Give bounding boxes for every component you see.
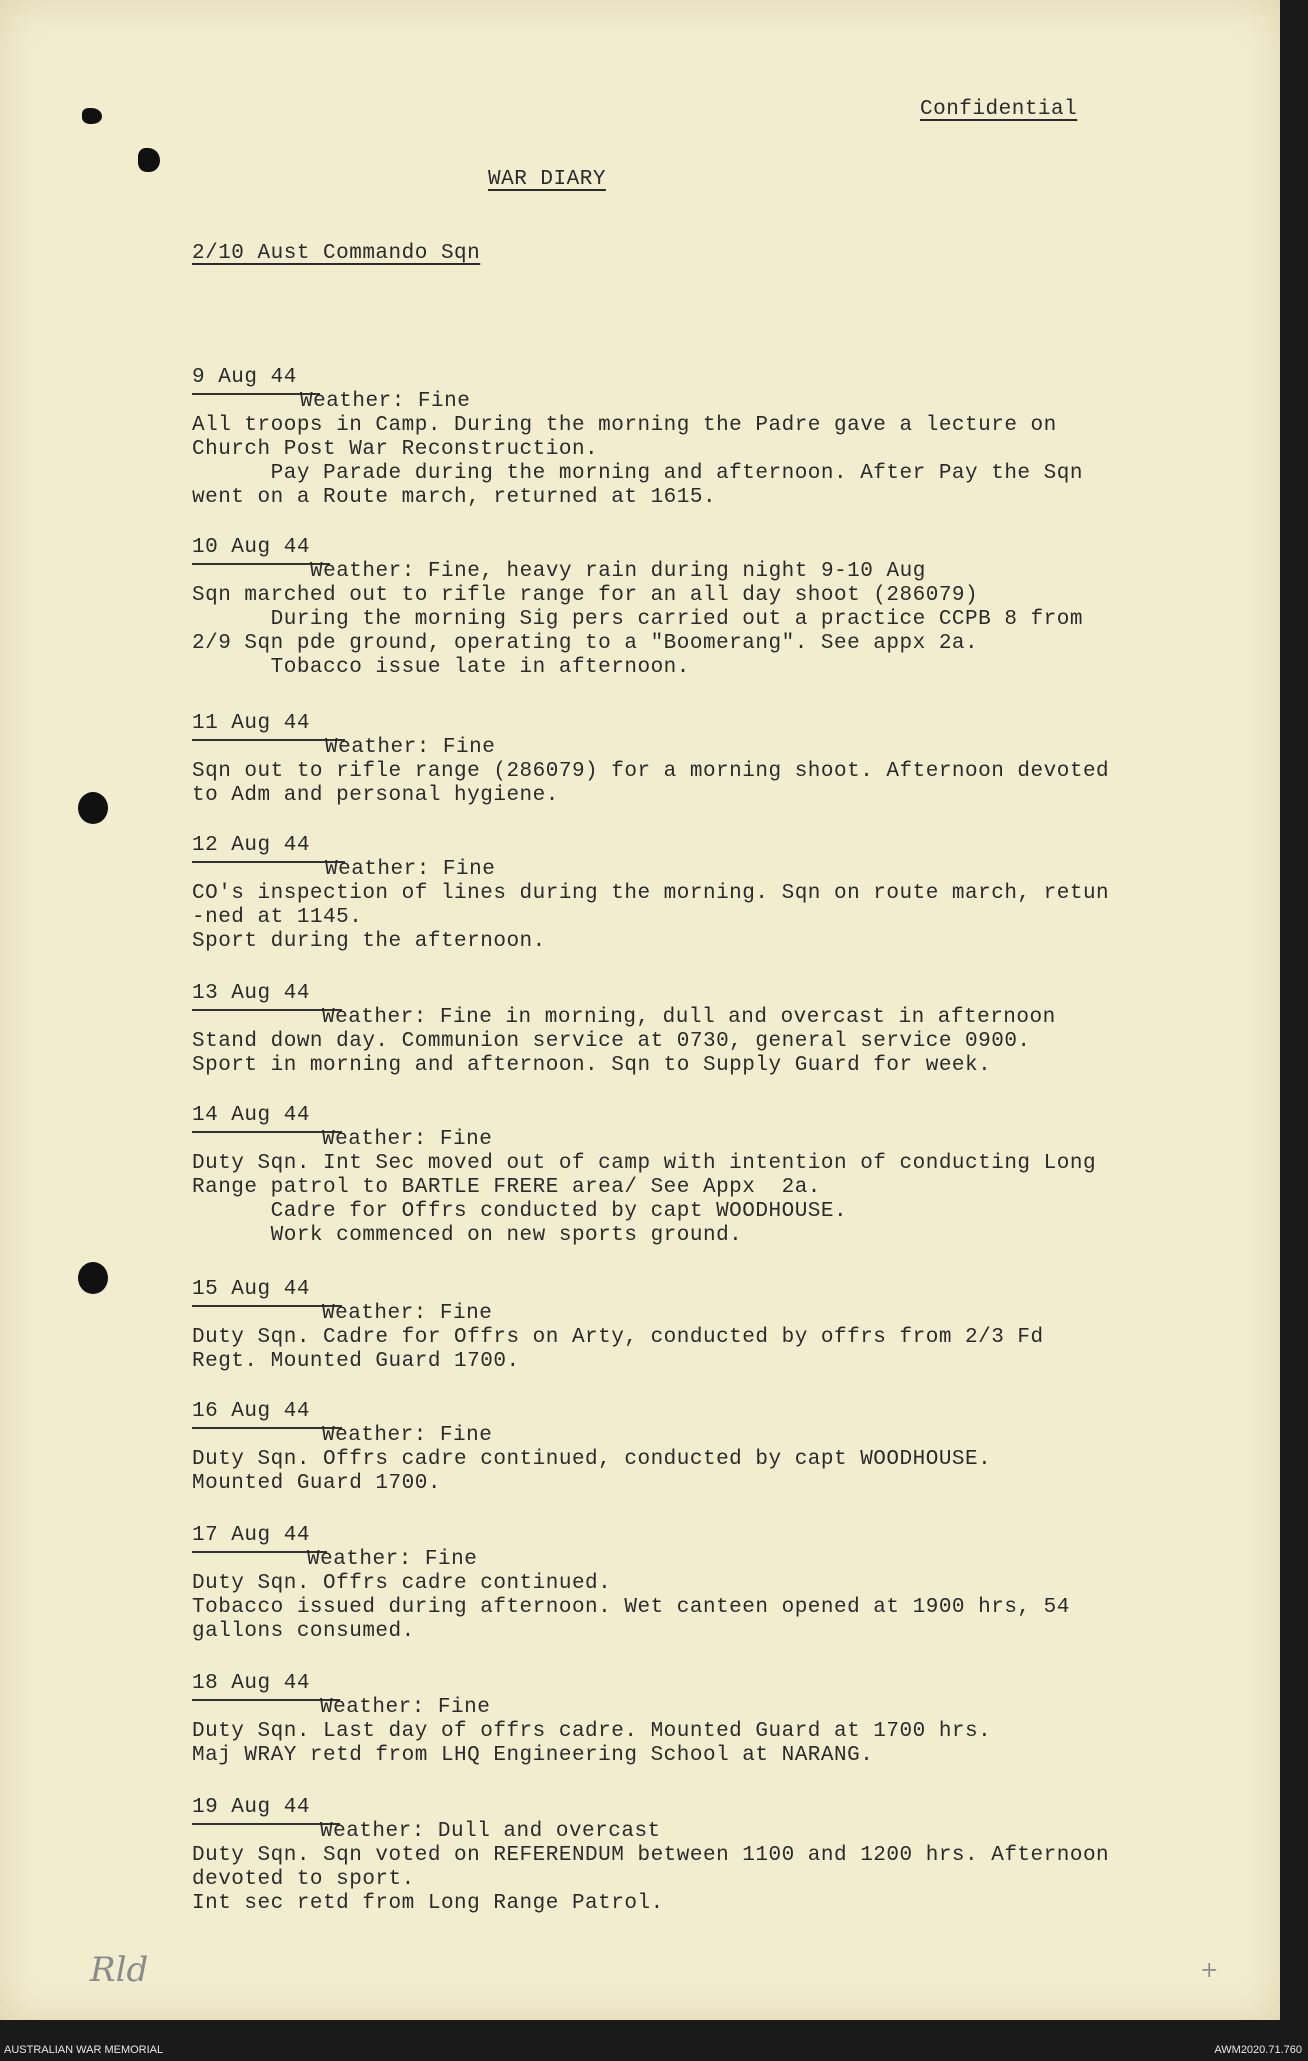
entry-line: CO's inspection of lines during the morning. Sqn on route march, retun	[192, 882, 1110, 905]
entry-line: Duty Sqn. Offrs cadre continued, conducted by capt WOODHOUSE.	[192, 1448, 992, 1471]
entry-line: Sport in morning and afternoon. Sqn to Supply Guard for week.	[192, 1054, 992, 1077]
entry-line: Maj WRAY retd from LHQ Engineering School at NARANG.	[192, 1744, 874, 1767]
entry-line: All troops in Camp. During the morning the Padre gave a lecture on	[192, 414, 1057, 437]
entry-line: Stand down day. Communion service at 0730, general service 0900.	[192, 1030, 1031, 1053]
entry-weather: Weather: Fine	[300, 390, 471, 413]
entry-line: Cadre for Offrs conducted by capt WOODHOUSE.	[192, 1200, 848, 1223]
entry-weather: Weather: Fine	[325, 736, 496, 759]
entry-weather: Weather: Fine	[320, 1696, 491, 1719]
entry-date: 16 Aug 44	[192, 1400, 310, 1423]
pencil-initials: Rld	[90, 1950, 149, 1990]
entry-date-rule	[192, 739, 345, 741]
entry-date-rule	[192, 1009, 342, 1011]
entry-line: Duty Sqn. Sqn voted on REFERENDUM between 1100 and 1200 hrs. Afternoon	[192, 1844, 1110, 1867]
entry-weather: Weather: Fine, heavy rain during night 9-10 Aug	[310, 560, 926, 583]
entry-line: Duty Sqn. Last day of offrs cadre. Mounted Guard at 1700 hrs.	[192, 1720, 992, 1743]
entry-line: Pay Parade during the morning and afternoon. After Pay the Sqn	[192, 462, 1083, 485]
ink-blot-1	[82, 108, 102, 124]
entry-line: During the morning Sig pers carried out a practice CCPB 8 from	[192, 608, 1083, 631]
entry-date-rule	[192, 861, 345, 863]
entry-date-rule	[192, 1427, 342, 1429]
entry-line: Tobacco issue late in afternoon.	[192, 656, 690, 679]
entry-date: 11 Aug 44	[192, 712, 310, 735]
entry-line: Work commenced on new sports ground.	[192, 1224, 743, 1247]
entry-weather: Weather: Fine	[322, 1128, 493, 1151]
entry-date: 19 Aug 44	[192, 1796, 310, 1819]
entry-line: -ned at 1145.	[192, 906, 363, 929]
entry-line: Sqn out to rifle range (286079) for a morning shoot. Afternoon devoted	[192, 760, 1110, 783]
pencil-mark: +	[1200, 1958, 1219, 1983]
footer-institution: AUSTRALIAN WAR MEMORIAL	[4, 2044, 164, 2056]
entry-line: went on a Route march, returned at 1615.	[192, 486, 717, 509]
unit-name: 2/10 Aust Commando Sqn	[192, 242, 481, 265]
entry-weather: Weather: Fine	[322, 1424, 493, 1447]
entry-line: devoted to sport.	[192, 1868, 415, 1891]
entry-weather: Weather: Fine in morning, dull and overcast in afternoon	[322, 1006, 1056, 1029]
entry-line: to Adm and personal hygiene.	[192, 784, 559, 807]
entry-date: 10 Aug 44	[192, 536, 310, 559]
entry-date: 17 Aug 44	[192, 1524, 310, 1547]
archive-footer	[0, 2040, 1308, 2061]
entry-weather: Weather: Fine	[322, 1302, 493, 1325]
entry-weather: Weather: Fine	[325, 858, 496, 881]
classification-label: Confidential	[920, 98, 1078, 121]
entry-weather: Weather: Dull and overcast	[320, 1820, 661, 1843]
entry-line: Sport during the afternoon.	[192, 930, 546, 953]
punch-hole-bottom	[78, 1262, 108, 1294]
entry-line: gallons consumed.	[192, 1620, 415, 1643]
page-title: WAR DIARY	[488, 168, 606, 191]
entry-date: 12 Aug 44	[192, 834, 310, 857]
entry-line: Church Post War Reconstruction.	[192, 438, 599, 461]
entry-date-rule	[192, 1823, 340, 1825]
entry-weather: Weather: Fine	[307, 1548, 478, 1571]
entry-line: Sqn marched out to rifle range for an all day shoot (286079)	[192, 584, 979, 607]
entry-line: Range patrol to BARTLE FRERE area/ See Appx 2a.	[192, 1176, 821, 1199]
entry-line: Duty Sqn. Offrs cadre continued.	[192, 1572, 612, 1595]
punch-hole-top	[78, 792, 108, 824]
entry-line: 2/9 Sqn pde ground, operating to a "Boomerang". See appx 2a.	[192, 632, 979, 655]
entry-date-rule	[192, 1699, 340, 1701]
entry-line: Tobacco issued during afternoon. Wet canteen opened at 1900 hrs, 54	[192, 1596, 1070, 1619]
entry-date: 9 Aug 44	[192, 366, 297, 389]
entry-line: Duty Sqn. Int Sec moved out of camp with intention of conducting Long	[192, 1152, 1097, 1175]
entry-date: 15 Aug 44	[192, 1278, 310, 1301]
entry-date-rule	[192, 1131, 342, 1133]
entry-line: Mounted Guard 1700.	[192, 1472, 441, 1495]
ink-blot-2	[138, 148, 160, 172]
footer-accession-number: AWM2020.71.760	[1214, 2044, 1302, 2056]
entry-line: Int sec retd from Long Range Patrol.	[192, 1892, 664, 1915]
entry-date: 13 Aug 44	[192, 982, 310, 1005]
entry-line: Duty Sqn. Cadre for Offrs on Arty, conducted by offrs from 2/3 Fd	[192, 1326, 1044, 1349]
entry-date-rule	[192, 1305, 342, 1307]
entry-date: 14 Aug 44	[192, 1104, 310, 1127]
entry-date: 18 Aug 44	[192, 1672, 310, 1695]
entry-line: Regt. Mounted Guard 1700.	[192, 1350, 520, 1373]
